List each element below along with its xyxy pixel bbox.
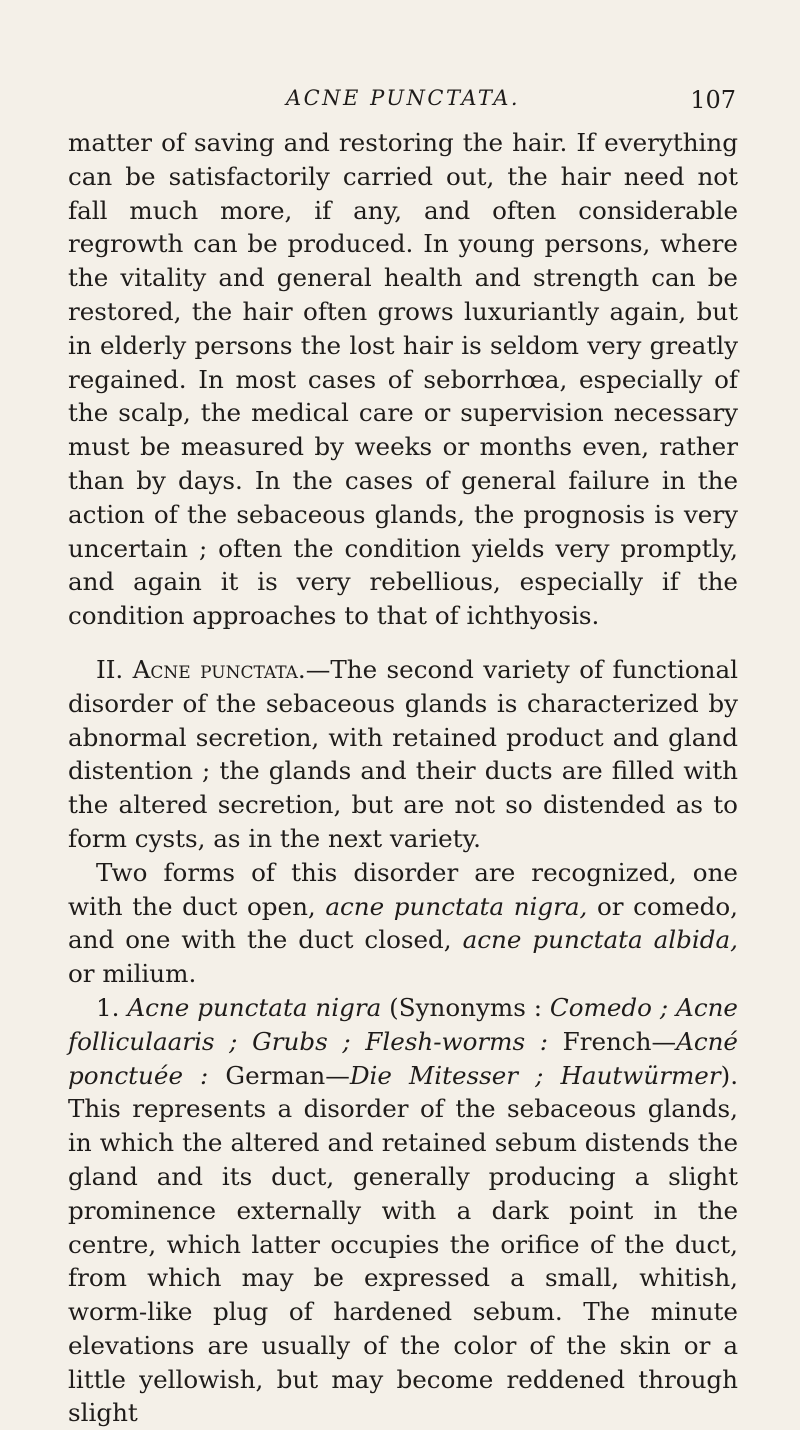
term-italic: acne punctata albida, (462, 925, 738, 955)
paragraph-text: (Synonyms : (381, 992, 550, 1022)
paragraph-text: Two forms of this disorder are recognized, one with the duct open, (68, 857, 738, 921)
running-title: ACNE PUNCTATA. (285, 86, 521, 110)
synonyms-italic: Comedo ; Acne folliculaaris ; Grubs ; Flesh-worms : (68, 992, 738, 1056)
paragraph-text: or milium. (68, 959, 197, 989)
language-label: French— (548, 1026, 677, 1056)
term-italic: acne punctata nigra, (325, 891, 588, 921)
running-head (68, 86, 738, 116)
german-term: Die Mitesser ; Hautwürmer (349, 1060, 721, 1090)
section-heading: Acne punctata (132, 654, 298, 684)
language-label: German— (208, 1060, 350, 1090)
french-term: Acné ponctuée : (68, 1026, 738, 1090)
paragraph-hair-restoration: matter of saving and restoring the hair. If everything can be satisfactorily carried out, the hair need not fall much more, if any, and often considerable regrowth can be produced. In young persons, where the vitality and general health and strength can be restored, the hair often grows luxuriantly again, but in elderly persons the lost hair is seldom very greatly regained. In most cases of seborrhœa, especially of the scalp, the medical care or supervision necessary must be measured by weeks or months even, rather than by days. In the cases of general failure in the action of the sebaceous glands, the prognosis is very uncertain ; often the condition yields very promptly, and again it is very rebellious, especially if the condition approaches to that of ichthyosis. (68, 128, 738, 631)
paragraph-acne-punctata-nigra (68, 991, 738, 1430)
paragraph-two-forms (68, 856, 738, 991)
item-number: 1. (96, 992, 128, 1022)
body-text (68, 126, 738, 1430)
paragraph-text: ). This represents a disorder of the sebaceous glands, in which the altered and retained sebum distends the gland and its duct, generally producing a slight prominence externally with a dark point in the centre, which latter occupies the orifice of the duct, from which may be expressed a small, whitish, worm-like plug of hardened sebum. The minute elevations are usually of the color of the skin or a little yellowish, but may become reddened through slight (68, 1060, 739, 1428)
paragraph-acne-punctata-intro (68, 653, 738, 856)
paragraph-text: or comedo, and one with the duct closed, (68, 891, 738, 955)
section-numeral: II. (96, 654, 133, 684)
page-number: 107 (690, 86, 736, 114)
term-italic: Acne punctata nigra (127, 992, 382, 1022)
paragraph-text: .—The second variety of functional disorder of the sebaceous glands is characterized by abnormal secretion, with retained product and gland distention ; the glands and their ducts are filled with the altered secretion, but are not so distended as to form cysts, as in the next variety. (68, 654, 738, 853)
